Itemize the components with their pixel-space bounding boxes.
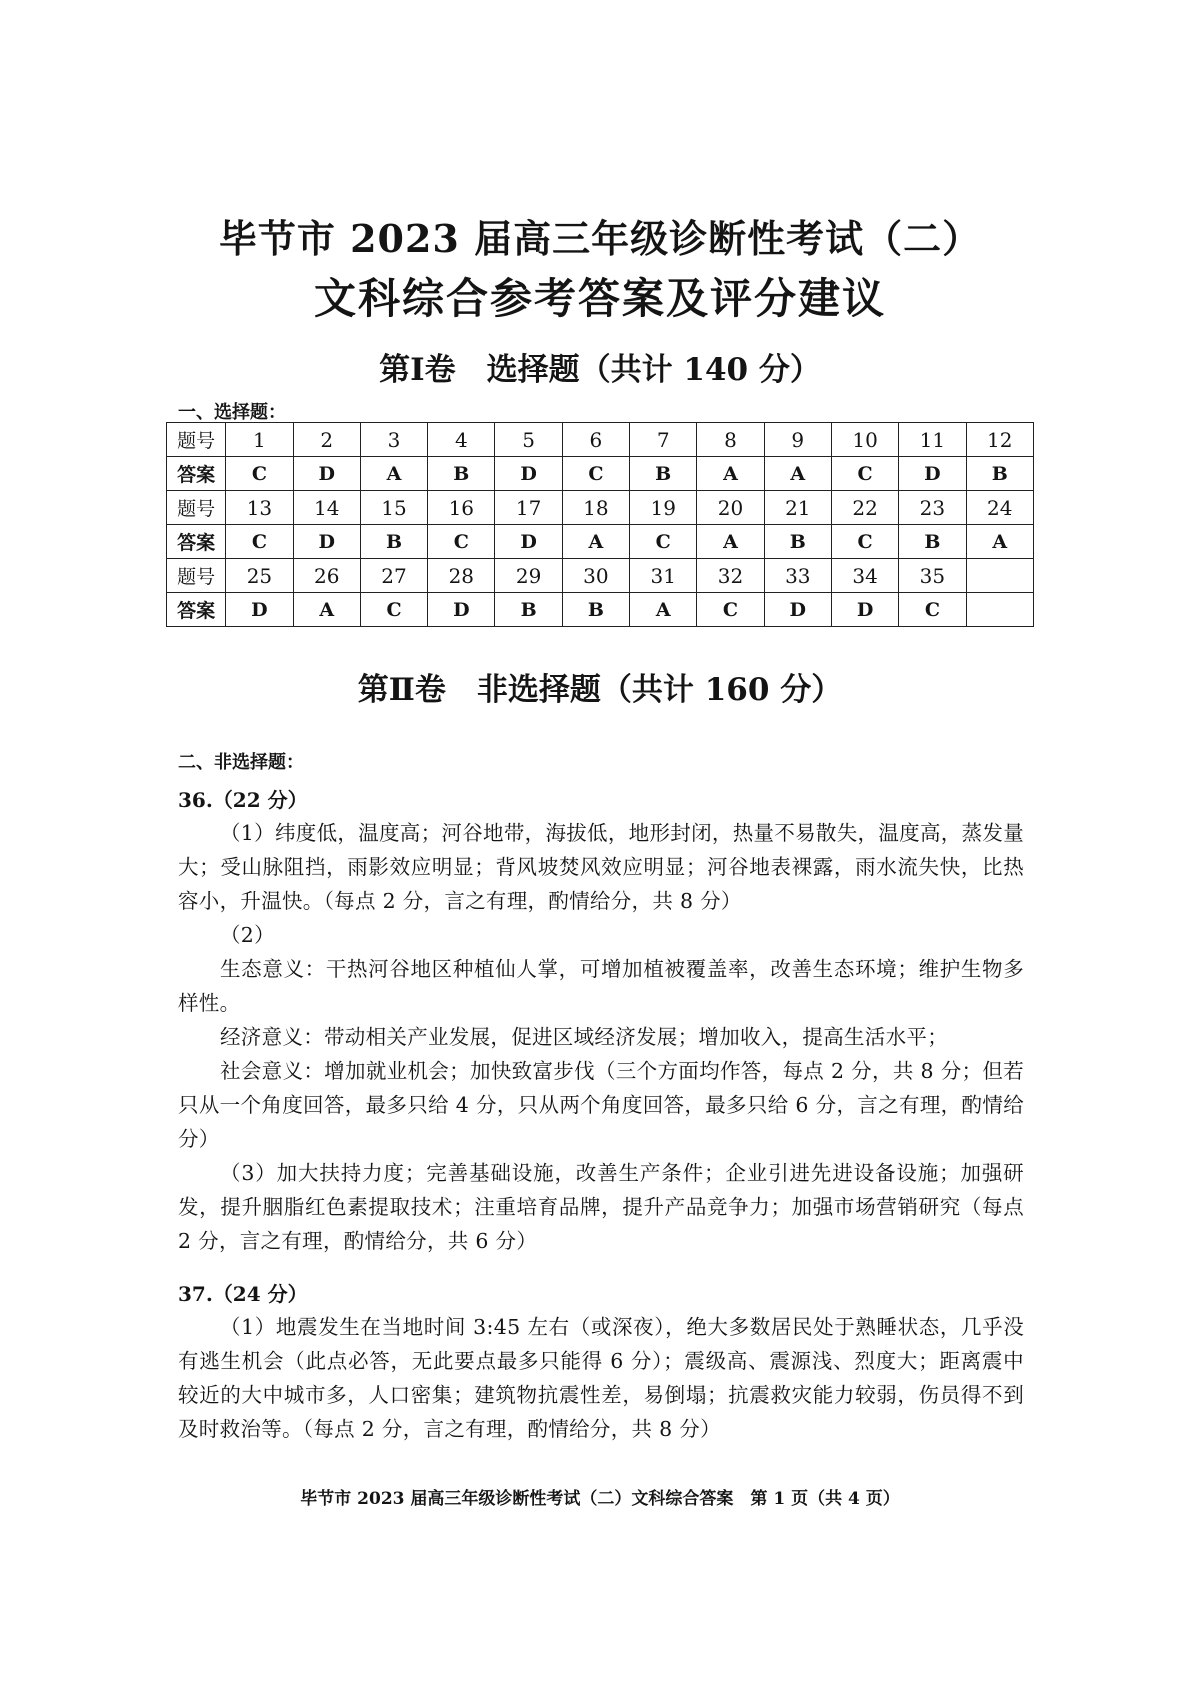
question-number-cell: 29 [495, 559, 562, 593]
answer-cell: D [226, 593, 293, 627]
question-37-number: 37.（24 分） [178, 1282, 308, 1306]
answer-table [166, 422, 1034, 627]
question-number-row [167, 423, 1034, 457]
answer-cell: C [360, 593, 427, 627]
q36-social-meaning: 社会意义：增加就业机会；加快致富步伐（三个方面均作答，每点 2 分，共 8 分；但若只从一个角度回答，最多只给 4 分，只从两个角度回答，最多只给 6 分，言之有理，酌情给分） [178, 1059, 1024, 1151]
question-number-cell: 14 [293, 491, 360, 525]
document-title: 毕节市 2023 届高三年级诊断性考试（二） [218, 216, 982, 261]
answer-cell: B [428, 457, 495, 491]
answer-cell: C [697, 593, 764, 627]
answer-cell: C [226, 457, 293, 491]
answer-cell: D [495, 525, 562, 559]
answer-cell: D [495, 457, 562, 491]
answer-cell: B [764, 525, 831, 559]
answer-cell: A [360, 457, 427, 491]
answer-cell: B [495, 593, 562, 627]
answer-cell: D [428, 593, 495, 627]
q36-part-3: （3）加大扶持力度；完善基础设施，改善生产条件；企业引进先进设备设施；加强研发，提升胭脂红色素提取技术；注重培育品牌，提升产品竞争力；加强市场营销研究（每点 2 分，言之有理，酌情给分，共 6 分） [178, 1161, 1024, 1253]
question-number-cell: 31 [630, 559, 697, 593]
question-number-row [167, 491, 1034, 525]
answer-cell: B [966, 457, 1033, 491]
question-number-cell: 12 [966, 423, 1033, 457]
page-footer: 毕节市 2023 届高三年级诊断性考试（二）文科综合答案 第 1 页（共 4 页） [300, 1489, 900, 1509]
question-number-cell: 18 [562, 491, 629, 525]
question-number-cell: 19 [630, 491, 697, 525]
answer-row [167, 457, 1034, 491]
question-number-cell: 3 [360, 423, 427, 457]
question-number-cell: 7 [630, 423, 697, 457]
question-number-cell: 13 [226, 491, 293, 525]
question-number-cell: 30 [562, 559, 629, 593]
question-number-cell: 6 [562, 423, 629, 457]
answer-cell: A [764, 457, 831, 491]
question-number-cell: 33 [764, 559, 831, 593]
answer-cell: A [293, 593, 360, 627]
q37-part-1: （1）地震发生在当地时间 3:45 左右（或深夜），绝大多数居民处于熟睡状态，几乎没有逃生机会（此点必答，无此要点最多只能得 6 分）；震级高、震源浅、烈度大；距离震中较近的大中城市多，人口密集；建筑物抗震性差，易倒塌；抗震救灾能力较弱，伤员得不到及时救治等。（每点 2 分，言之有理，酌情给分，共 8 分） [178, 1315, 1024, 1441]
answer-cell: C [226, 525, 293, 559]
question-number-cell: 10 [831, 423, 898, 457]
question-number-cell: 11 [899, 423, 966, 457]
question-number-cell: 23 [899, 491, 966, 525]
document-subtitle: 文科综合参考答案及评分建议 [313, 274, 886, 323]
answer-cell: C [831, 457, 898, 491]
question-number-cell [966, 559, 1033, 593]
answer-cell: A [562, 525, 629, 559]
row-header-answer: 答案 [167, 457, 226, 491]
row-header-answer: 答案 [167, 593, 226, 627]
answer-cell: A [697, 457, 764, 491]
question-number-cell: 25 [226, 559, 293, 593]
question-number-cell: 35 [899, 559, 966, 593]
question-number-cell: 1 [226, 423, 293, 457]
question-number-cell: 26 [293, 559, 360, 593]
answer-cell: A [697, 525, 764, 559]
question-number-row [167, 559, 1034, 593]
answer-cell: D [899, 457, 966, 491]
question-number-cell: 9 [764, 423, 831, 457]
question-number-cell: 32 [697, 559, 764, 593]
answer-row [167, 525, 1034, 559]
answer-cell: B [630, 457, 697, 491]
answer-cell: D [293, 457, 360, 491]
question-number-cell: 2 [293, 423, 360, 457]
question-number-cell: 27 [360, 559, 427, 593]
answer-cell: D [831, 593, 898, 627]
question-number-cell: 21 [764, 491, 831, 525]
question-number-cell: 4 [428, 423, 495, 457]
part-2-label: 二、非选择题： [178, 752, 304, 773]
answer-cell: C [562, 457, 629, 491]
question-number-cell: 15 [360, 491, 427, 525]
question-number-cell: 20 [697, 491, 764, 525]
answer-cell: C [428, 525, 495, 559]
answer-cell: C [899, 593, 966, 627]
question-number-cell: 16 [428, 491, 495, 525]
question-number-cell: 22 [831, 491, 898, 525]
answer-cell: B [562, 593, 629, 627]
question-number-cell: 34 [831, 559, 898, 593]
row-header-question: 题号 [167, 559, 226, 593]
question-number-cell: 5 [495, 423, 562, 457]
answer-cell: A [630, 593, 697, 627]
q36-economic-meaning: 经济意义：带动相关产业发展，促进区域经济发展；增加收入，提高生活水平； [220, 1025, 948, 1049]
row-header-question: 题号 [167, 423, 226, 457]
q36-part-2-label: （2） [220, 923, 275, 947]
q36-part-1: （1）纬度低，温度高；河谷地带，海拔低，地形封闭，热量不易散失，温度高，蒸发量大；受山脉阻挡，雨影效应明显；背风坡焚风效应明显；河谷地表裸露，雨水流失快，比热容小，升温快。（每点 2 分，言之有理，酌情给分，共 8 分） [178, 821, 1024, 913]
answer-cell: A [966, 525, 1033, 559]
question-number-cell: 28 [428, 559, 495, 593]
part-1-label: 一、选择题： [178, 402, 286, 423]
answer-cell: C [630, 525, 697, 559]
question-number-cell: 8 [697, 423, 764, 457]
section-2-heading: 第Ⅱ卷 非选择题（共计 160 分） [357, 672, 843, 708]
answer-cell [966, 593, 1033, 627]
answer-row [167, 593, 1034, 627]
answer-cell: D [293, 525, 360, 559]
answer-cell: C [831, 525, 898, 559]
question-number-cell: 17 [495, 491, 562, 525]
section-1-heading: 第Ⅰ卷 选择题（共计 140 分） [379, 352, 821, 388]
row-header-answer: 答案 [167, 525, 226, 559]
answer-cell: B [360, 525, 427, 559]
row-header-question: 题号 [167, 491, 226, 525]
answer-cell: D [764, 593, 831, 627]
question-36-number: 36.（22 分） [178, 788, 308, 812]
q36-ecological-meaning: 生态意义：干热河谷地区种植仙人掌，可增加植被覆盖率，改善生态环境；维护生物多样性。 [178, 957, 1024, 1015]
question-number-cell: 24 [966, 491, 1033, 525]
answer-cell: B [899, 525, 966, 559]
